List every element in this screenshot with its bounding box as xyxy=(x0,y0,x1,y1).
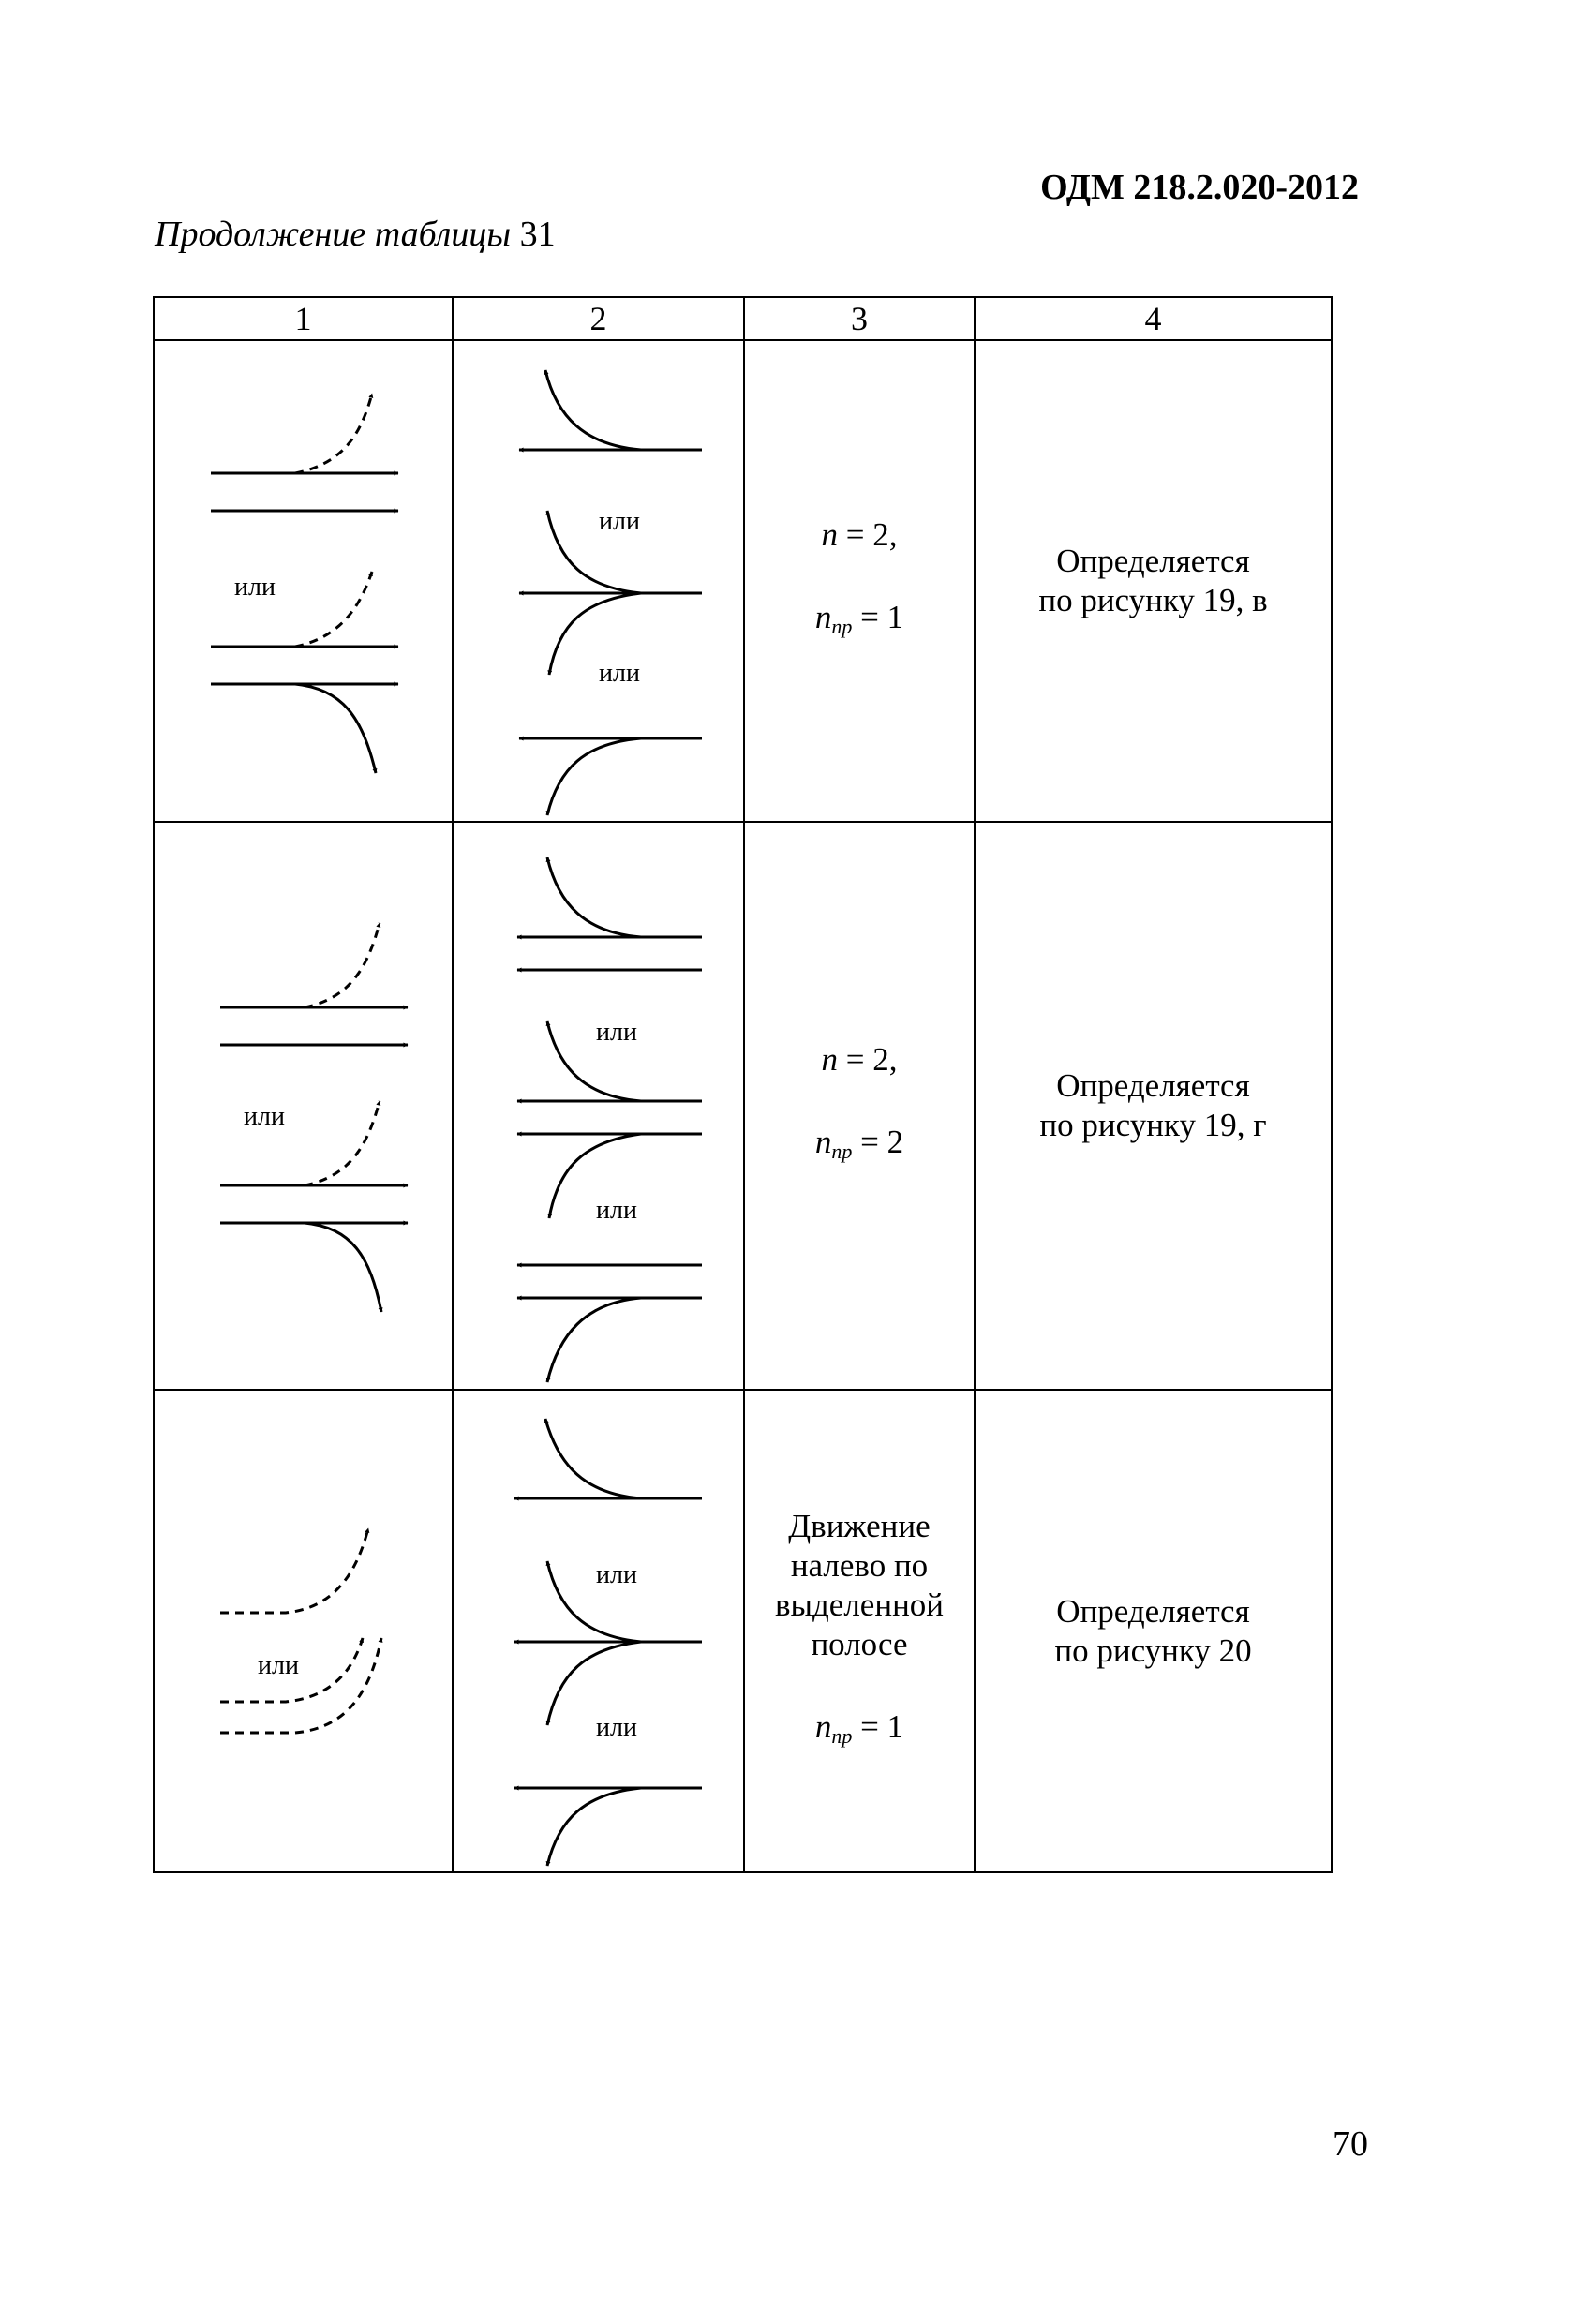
table-header-row xyxy=(154,297,1332,340)
table-row xyxy=(154,1390,1332,1872)
symbol-n: n xyxy=(814,599,832,635)
row1-reference xyxy=(975,340,1332,822)
reference-line-1: Определяется xyxy=(1056,1067,1250,1104)
column-header-2: 2 xyxy=(453,297,744,340)
or-label: или xyxy=(234,573,276,602)
or-label: или xyxy=(599,659,640,688)
or-label: или xyxy=(258,1650,299,1680)
row2-reference xyxy=(975,822,1332,1390)
row2-scheme-opposite xyxy=(453,822,744,1390)
row2-lanes xyxy=(744,822,975,1390)
or-label: или xyxy=(599,507,640,536)
row2-scheme-approach xyxy=(154,822,453,1390)
left-turn-line-1: Движение xyxy=(788,1507,931,1544)
table-row xyxy=(154,822,1332,1390)
symbol-n: n xyxy=(821,1041,838,1078)
reference-line-2: по рисунку 20 xyxy=(1054,1631,1252,1669)
or-label: или xyxy=(596,1018,637,1047)
caption-text: Продолжение таблицы xyxy=(155,215,512,254)
row1-lanes xyxy=(744,340,975,822)
right-lanes-value: = 2 xyxy=(852,1124,904,1160)
right-lanes-formula xyxy=(745,598,974,647)
row2-opposite-diagram xyxy=(454,825,741,1387)
table-caption xyxy=(155,214,556,255)
symbol-n: n xyxy=(814,1124,832,1160)
right-lanes-value: = 1 xyxy=(852,599,904,635)
column-header-3: 3 xyxy=(744,297,975,340)
symbol-subscript: пр xyxy=(831,1723,853,1748)
symbol-subscript: пр xyxy=(831,615,853,638)
row3-scheme-opposite xyxy=(453,1390,744,1872)
symbol-n: n xyxy=(821,516,838,553)
or-label: или xyxy=(244,1102,285,1131)
reference-line-1: Определяется xyxy=(1056,543,1250,579)
column-header-1: 1 xyxy=(154,297,453,340)
row3-opposite-diagram xyxy=(454,1393,741,1870)
symbol-subscript: пр xyxy=(831,1140,853,1163)
left-turn-line-3: выделенной xyxy=(774,1586,945,1623)
right-lanes-value: = 1 xyxy=(852,1707,904,1745)
row3-reference xyxy=(975,1390,1332,1872)
lanes-count-value: = 2, xyxy=(838,1041,898,1078)
left-turn-line-4: полосе xyxy=(811,1625,908,1662)
or-label: или xyxy=(596,1559,637,1589)
or-label: или xyxy=(596,1712,637,1742)
table-31 xyxy=(153,296,1333,1873)
row2-approach-diagram xyxy=(155,825,450,1387)
row3-scheme-approach xyxy=(154,1390,453,1872)
caption-table-number: 31 xyxy=(519,215,556,254)
lanes-count-formula xyxy=(745,1040,974,1080)
reference-line-2: по рисунку 19, в xyxy=(1038,582,1268,618)
row1-approach-diagram xyxy=(155,342,450,820)
or-label: или xyxy=(596,1196,637,1225)
page-number: 70 xyxy=(1333,2124,1368,2164)
document-code: ОДМ 218.2.020-2012 xyxy=(1040,168,1359,207)
column-header-4: 4 xyxy=(975,297,1332,340)
left-turn-line-2: налево по xyxy=(790,1546,929,1584)
reference-line-1: Определяется xyxy=(1056,1592,1250,1630)
lanes-count-formula xyxy=(745,515,974,555)
reference-line-2: по рисунку 19, г xyxy=(1039,1107,1267,1143)
right-lanes-formula xyxy=(745,1123,974,1171)
row3-lanes xyxy=(744,1390,975,1872)
symbol-n: n xyxy=(814,1707,832,1745)
lanes-count-value: = 2, xyxy=(838,516,898,553)
right-lanes-formula xyxy=(745,1707,974,1756)
table-row xyxy=(154,340,1332,822)
row1-opposite-diagram xyxy=(454,342,741,820)
row3-approach-diagram xyxy=(155,1393,450,1870)
row1-scheme-opposite xyxy=(453,340,744,822)
row1-scheme-approach xyxy=(154,340,453,822)
